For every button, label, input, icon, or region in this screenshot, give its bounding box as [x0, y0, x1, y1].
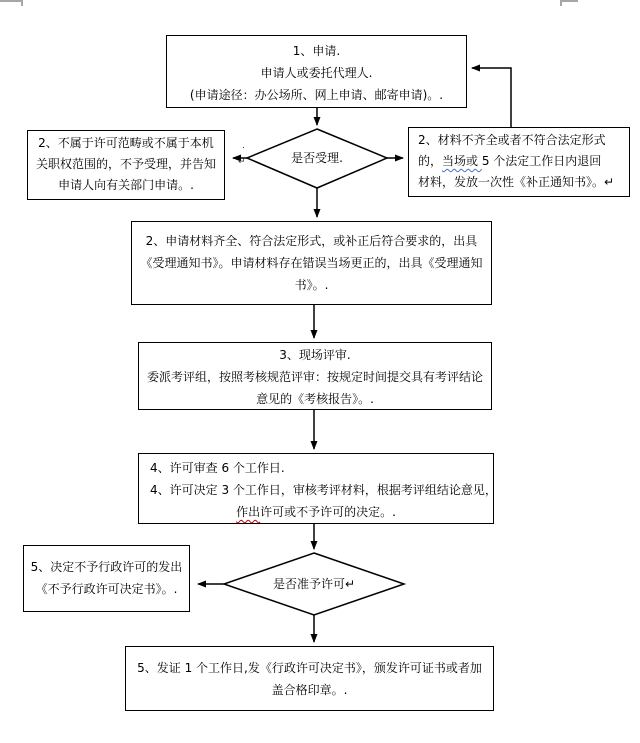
- node-issue-certificate: [125, 646, 494, 711]
- spell-flagged-text: 作出: [236, 505, 261, 519]
- node-apply: [166, 35, 467, 108]
- incomplete-line2-pre: 的，: [418, 154, 443, 168]
- node-decide-line: 4、许可审查 6 个工作日.: [150, 461, 285, 475]
- node-deny-license: [23, 545, 190, 612]
- node-accepted-line: 《受理通知书》。申请材料存在错误当场更正的，出具《受理通知: [140, 256, 483, 270]
- node-materials-incomplete: [408, 127, 630, 197]
- incomplete-line2-post: 5 个法定工作日内退回: [481, 154, 602, 168]
- crop-mark-top-left-icon: [0, 0, 23, 6]
- node-incomplete-line: [418, 151, 620, 172]
- node-review-line: 委派考评组，按照考核规范评审：按规定时间提交具有考评结论: [146, 370, 483, 384]
- node-accepted-line: 2、申请材料齐全、符合法定形式，或补正后符合要求的，出具: [145, 234, 478, 248]
- node-review-line: 意见的《考核报告》。.: [256, 392, 374, 406]
- node-review-line: 3、现场评审.: [279, 348, 351, 362]
- connector-incomplete-back-to-apply: [472, 68, 511, 127]
- node-accepted-line: 书》。.: [294, 278, 329, 292]
- node-reject-line: 关职权范围的，不予受理，并告知: [35, 157, 216, 171]
- grammar-flagged-text: 当场或: [442, 154, 482, 168]
- node-apply-line: 申请人或委托代理人.: [260, 66, 373, 80]
- paragraph-mark: .: [242, 141, 245, 151]
- node-apply-line: 1、申请.: [292, 44, 341, 58]
- node-deny-line: 《不予行政许可决定书》。.: [35, 582, 178, 596]
- node-incomplete-line: 材料，发放一次性《补正通知书》。↵: [418, 175, 615, 189]
- node-license-decision: [138, 453, 497, 524]
- node-reject-line: 申请人向有关部门申请。.: [58, 178, 194, 192]
- node-accepted-notice: [131, 221, 492, 305]
- node-incomplete-line: 2、材料不齐全或者不符合法定形式: [418, 133, 606, 147]
- node-decide-line: [150, 501, 482, 523]
- node-site-review: [138, 342, 492, 410]
- crop-mark-top-right-icon: [560, 0, 578, 6]
- node-decide-line: 4、许可决定 3 个工作日，审核考评材料，根据考评组结论意见，: [150, 483, 497, 497]
- paragraph-mark: ↵: [238, 157, 246, 167]
- node-reject-line: 2、不属于许可范畴或不属于本机: [38, 136, 214, 150]
- node-issue-line: 盖合格印章。.: [271, 683, 348, 697]
- node-apply-line: (申请途径：办公场所、网上申请、邮寄申请)。.: [189, 88, 444, 102]
- node-deny-line: 5、决定不予行政许可的发出: [30, 560, 183, 574]
- decide-line3-post: 许可或不予许可的决定。.: [260, 505, 396, 519]
- decision-grant-label: 是否准予许可↵: [272, 577, 356, 591]
- node-reject-out-of-scope: [27, 130, 225, 200]
- node-issue-line: 5、发证 1 个工作日,发《行政许可决定书》，颁发许可证书或者加: [137, 661, 482, 675]
- decision-accept-label: 是否受理.: [291, 151, 343, 165]
